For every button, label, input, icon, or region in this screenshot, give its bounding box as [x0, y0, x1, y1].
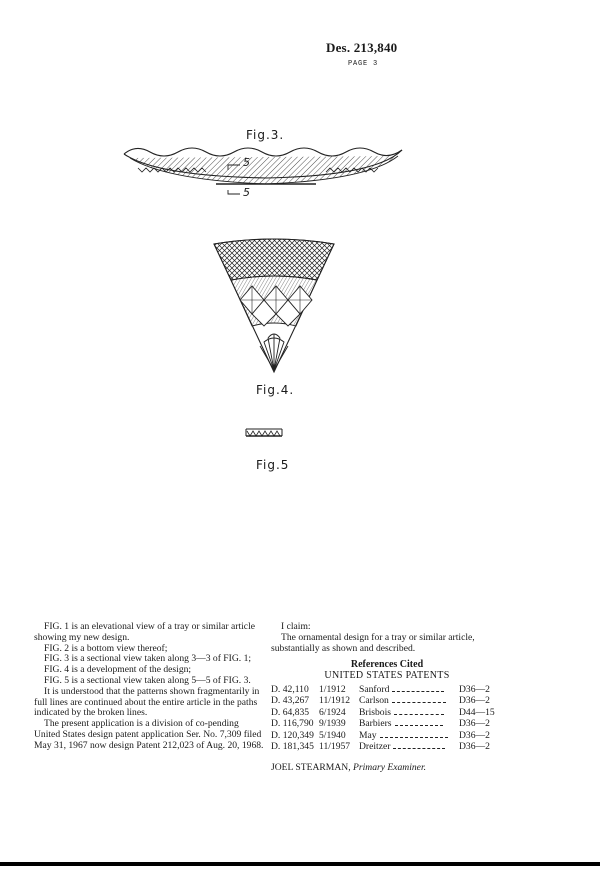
description-paragraph: FIG. 5 is a sectional view taken along 5—5 of FIG. 3. — [44, 674, 251, 686]
page-bottom-rule — [0, 862, 600, 866]
fig5-label: Fig.5 — [256, 458, 290, 472]
reference-class: D44—15 — [459, 706, 495, 718]
fig3-tray-profile-drawing — [116, 140, 416, 200]
reference-date: 11/1957 — [319, 741, 351, 753]
reference-class: D36—2 — [459, 718, 490, 730]
reference-number: D. 42,110 — [271, 683, 309, 695]
examiner-line — [271, 763, 503, 774]
reference-row — [271, 718, 495, 730]
references-subheading: UNITED STATES PATENTS — [324, 670, 450, 682]
fig3-label: Fig.3. — [246, 128, 285, 142]
reference-name: Carlson — [359, 695, 389, 707]
page-label: PAGE 3 — [348, 60, 379, 68]
reference-row — [271, 684, 495, 696]
description-paragraph: FIG. 1 is an elevational view of a tray or similar article showing my new design. — [34, 621, 255, 643]
reference-row — [271, 741, 495, 753]
leader-dots — [393, 741, 445, 749]
description-column — [34, 622, 264, 752]
reference-class: D36—2 — [459, 683, 490, 695]
references-table — [271, 684, 495, 753]
claim-heading: I claim: — [281, 621, 311, 632]
reference-row — [271, 730, 495, 742]
examiner-title: Primary Examiner. — [353, 761, 427, 773]
fig4-label: Fig.4. — [256, 383, 295, 397]
reference-name: Sanford — [359, 683, 390, 695]
patent-number: Des. 213,840 — [326, 40, 398, 55]
fig4-pattern-development-drawing — [212, 238, 336, 374]
description-paragraph: FIG. 2 is a bottom view thereof; — [44, 642, 168, 654]
reference-date: 9/1939 — [319, 718, 346, 730]
leader-dots — [395, 718, 443, 726]
reference-date: 1/1912 — [319, 683, 346, 695]
examiner-name: JOEL STEARMAN, — [271, 761, 351, 773]
reference-class: D36—2 — [459, 741, 490, 753]
reference-row — [271, 695, 495, 707]
reference-row — [271, 707, 495, 719]
fig5-section-drawing — [244, 426, 284, 440]
reference-name: Dreitzer — [359, 741, 391, 753]
claim-text: The ornamental design for a tray or similar article, substantially as shown and described. — [271, 631, 475, 654]
reference-date: 11/1912 — [319, 695, 351, 707]
references-heading: References Cited — [350, 659, 424, 671]
reference-name: May — [359, 729, 377, 741]
reference-number: D. 43,267 — [271, 695, 310, 707]
reference-number: D. 116,790 — [271, 718, 314, 730]
reference-class: D36—2 — [459, 729, 490, 741]
reference-name: Brisbois — [359, 706, 391, 718]
section-mark-lower: 5 — [243, 186, 250, 199]
description-paragraph: It is understood that the patterns shown fragmentarily in full lines are continued about the entire article in the paths indicated by the broken lines. — [34, 685, 260, 719]
leader-dots — [394, 707, 444, 715]
leader-dots — [392, 684, 444, 692]
reference-date: 6/1924 — [319, 706, 346, 718]
description-paragraph: FIG. 4 is a development of the design; — [44, 664, 192, 676]
reference-class: D36—2 — [459, 695, 490, 707]
claim-column — [271, 622, 503, 774]
description-paragraph: The present application is a division of co-pending United States design patent application Ser. No. 7,309 filed May 31, 1967 now design Patent 212,023 of Aug. 20, 1968. — [34, 718, 264, 751]
reference-number: D. 64,835 — [271, 706, 310, 718]
leader-dots — [392, 695, 446, 703]
section-mark-upper: 5 — [243, 156, 250, 169]
reference-number: D. 181,345 — [271, 741, 314, 753]
reference-name: Barbiers — [359, 718, 392, 730]
description-paragraph: FIG. 3 is a sectional view taken along 3—3 of FIG. 1; — [44, 653, 252, 665]
reference-date: 5/1940 — [319, 729, 346, 741]
reference-number: D. 120,349 — [271, 729, 314, 741]
leader-dots — [380, 730, 448, 738]
